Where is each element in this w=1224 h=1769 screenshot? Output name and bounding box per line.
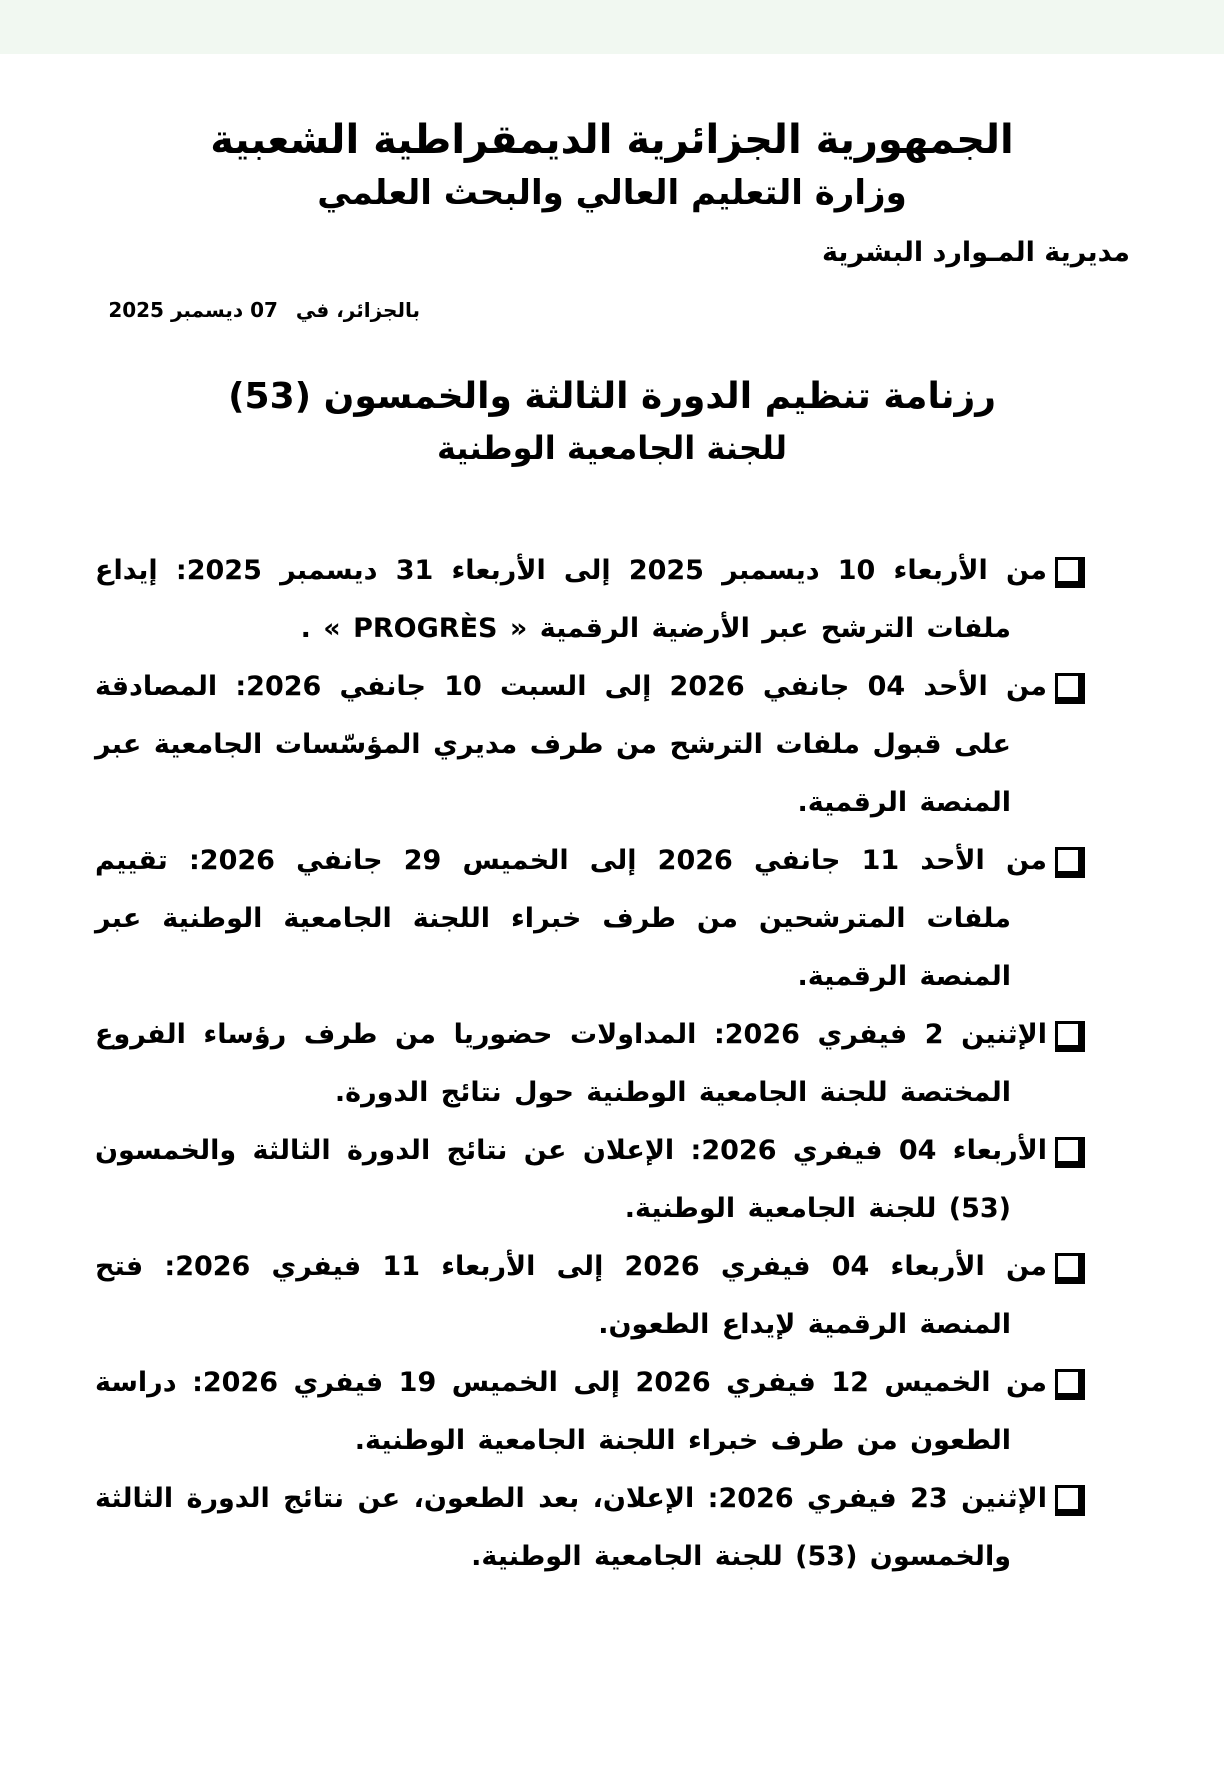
checkbox-bullet-icon [1055, 1021, 1085, 1052]
item-date-range: من الأحد 11 جانفي 2026 إلى الخميس 29 جانفي 2026: [188, 845, 1047, 876]
checkbox-bullet-icon [1055, 847, 1085, 878]
item-date-range: من الأحد 04 جانفي 2026 إلى السبت 10 جانفي 2026: [235, 671, 1047, 702]
ministry-header: وزارة التعليم العالي والبحث العلمي [317, 173, 907, 213]
checkbox-bullet-icon [1055, 1369, 1085, 1400]
item-date-range: من الأربعاء 04 فيفري 2026 إلى الأربعاء 11 فيفري 2026: [164, 1251, 1047, 1282]
schedule-item-text [95, 1238, 1047, 1354]
item-description: الإعلان، بعد الطعون، عن نتائج الدورة الثالثة والخمسون (53) للجنة الجامعية الوطنية. [95, 1483, 1011, 1572]
checkbox-bullet-icon [1055, 1137, 1085, 1168]
schedule-item-text [95, 1354, 1047, 1470]
checkbox-bullet-icon [1055, 1485, 1085, 1516]
schedule-item [95, 832, 1085, 1006]
item-date-range: من الخميس 12 فيفري 2026 إلى الخميس 19 فيفري 2026: [192, 1367, 1047, 1398]
item-description: فتح المنصة الرقمية لإيداع الطعون. [95, 1251, 1011, 1340]
schedule-item-text [95, 1006, 1047, 1122]
schedule-item-text [95, 1122, 1048, 1238]
item-description: إيداع ملفات الترشح عبر الأرضية الرقمية ⁦« PROGRÈS »⁩ . [95, 555, 1011, 644]
schedule-item [95, 658, 1085, 832]
schedule-item-text [95, 658, 1047, 832]
item-description: تقييم ملفات المترشحين من طرف خبراء اللجنة الجامعية الوطنية عبر المنصة الرقمية. [95, 845, 1011, 992]
item-description: المصادقة على قبول ملفات الترشح من طرف مديري المؤسّسات الجامعية عبر المنصة الرقمية. [95, 671, 1011, 818]
place-date-line [0, 296, 420, 324]
title-line-1: رزنامة تنظيم الدورة الثالثة والخمسون (53) [228, 376, 996, 417]
title-line-2: للجنة الجامعية الوطنية [436, 429, 787, 467]
schedule-item [95, 1238, 1085, 1354]
item-date-range: الأربعاء 04 فيفري 2026: [690, 1135, 1048, 1166]
item-date-range: الإثنين 23 فيفري 2026: [707, 1483, 1047, 1514]
checkbox-bullet-icon [1055, 1253, 1085, 1284]
top-band [0, 0, 1224, 54]
checkbox-bullet-icon [1055, 673, 1085, 704]
schedule-item-text [95, 832, 1047, 1006]
item-date-range: الإثنين 2 فيفري 2026: [713, 1019, 1047, 1050]
schedule-item [95, 542, 1085, 658]
date-value: 07 ديسمبر 2025 [108, 298, 278, 322]
place-label: بالجزائر، في [295, 298, 420, 322]
schedule-item [95, 1470, 1085, 1586]
item-description: دراسة الطعون من طرف خبراء اللجنة الجامعية الوطنية. [95, 1367, 1011, 1456]
document-title [0, 370, 1224, 472]
directorate-name: مديرية المـوارد البشرية [821, 237, 1130, 268]
schedule-item [95, 1354, 1085, 1470]
schedule-item-text [95, 542, 1047, 658]
schedule-item-text [95, 1470, 1047, 1586]
schedule-item [95, 1122, 1085, 1238]
republic-header: الجمهورية الجزائرية الديمقراطية الشعبية [210, 117, 1014, 163]
schedule-list [95, 542, 1085, 1586]
item-description: المداولات حضوريا من طرف رؤساء الفروع المختصة للجنة الجامعية الوطنية حول نتائج الدورة. [95, 1019, 1011, 1108]
item-description: الإعلان عن نتائج الدورة الثالثة والخمسون (53) للجنة الجامعية الوطنية. [95, 1135, 1011, 1224]
checkbox-bullet-icon [1055, 557, 1085, 588]
item-date-range: من الأربعاء 10 ديسمبر 2025 إلى الأربعاء 31 ديسمبر 2025: [175, 555, 1047, 586]
schedule-item [95, 1006, 1085, 1122]
